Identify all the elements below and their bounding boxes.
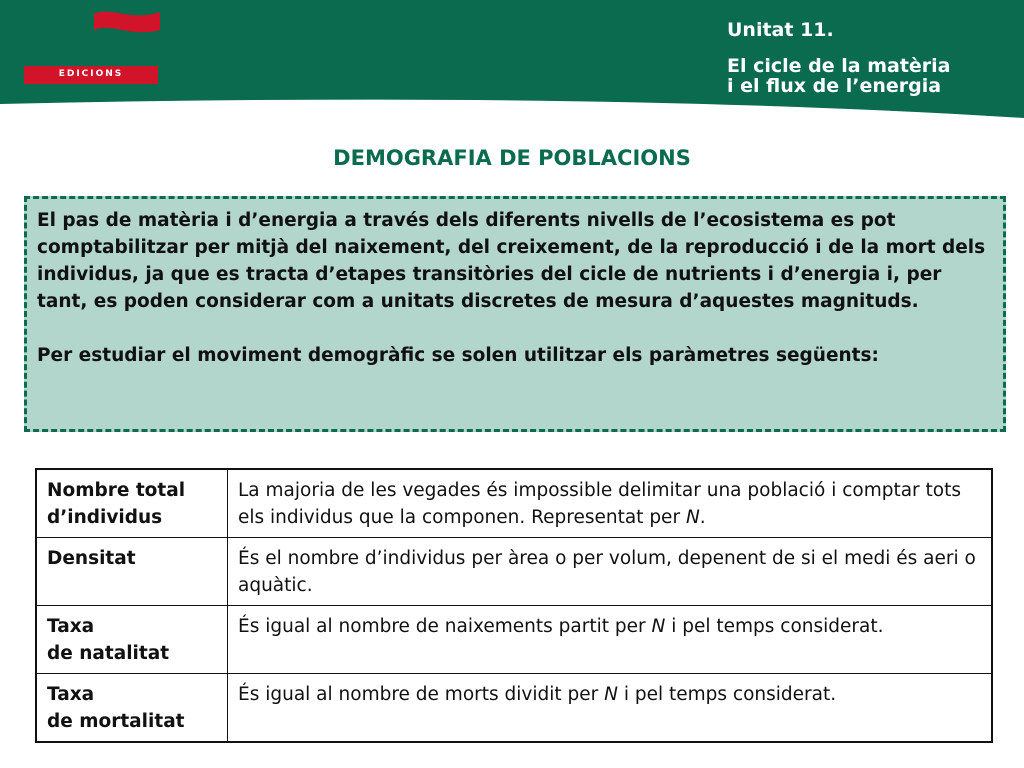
description-text: És el nombre d’individus per àrea o per volum, depenent de si el medi és aeri o aquàtic. [238, 548, 976, 596]
description-text: La majoria de les vegades és impossible delimitar una població i comptar tots els individus que la componen. Representat per [238, 480, 962, 528]
description-text: És igual al nombre de naixements partit per [238, 616, 652, 637]
variable-n: N [604, 684, 618, 705]
term-line: d’individus [47, 507, 163, 528]
table-row [36, 538, 992, 606]
table-row [36, 674, 992, 743]
variable-n: N [685, 507, 700, 528]
unit-number: Unitat 11. [727, 19, 834, 41]
logo-subtitle: EDICIONS [58, 69, 124, 79]
info-paragraph: El pas de matèria i d’energia a través dels diferents nivells de l’ecosistema es pot comptabilitzar per mitjà del naixement, del creixement, de la reproducció i de la mort dels individus, ja que es tracta d’etapes transitòries del cicle de nutrients i d’energia i, per tant, es poden considerar com a unitats discretes de mesura d’aquestes magnituds. [37, 210, 986, 312]
description-text: És igual al nombre de morts dividit per [238, 684, 605, 705]
term-cell [36, 674, 228, 743]
page-title: DEMOGRAFIA DE POBLACIONS [333, 146, 691, 170]
unit-subtitle [727, 56, 951, 96]
term-line: Nombre total [47, 480, 186, 501]
unit-subtitle-line: i el flux de l’energia [727, 75, 942, 97]
description-cell [228, 538, 993, 606]
logo-band [24, 66, 158, 84]
description-cell [228, 606, 993, 674]
unit-subtitle-line: El cicle de la matèria [727, 55, 951, 77]
term-cell [36, 469, 228, 538]
description-text: i pel temps considerat. [617, 684, 837, 705]
variable-n: N [651, 616, 666, 637]
term-cell [36, 538, 228, 606]
term-line: Taxa [47, 684, 95, 705]
publisher-logo [22, 10, 187, 80]
info-paragraph: Per estudiar el moviment demogràfic se solen utilitzar els paràmetres següents: [37, 345, 879, 366]
info-box [24, 196, 1006, 432]
parameters-table [35, 468, 993, 743]
table-row [36, 606, 992, 674]
flag-icon [94, 8, 164, 34]
term-line: de mortalitat [47, 711, 185, 732]
description-cell [228, 469, 993, 538]
description-text: . [699, 507, 706, 528]
term-line: Taxa [47, 616, 95, 637]
table-row [36, 469, 992, 538]
header-band [0, 0, 1024, 118]
term-line: Densitat [47, 548, 136, 569]
logo-wordmark: Castellnou [24, 32, 187, 66]
term-line: de natalitat [47, 643, 170, 664]
term-cell [36, 606, 228, 674]
description-cell [228, 674, 993, 743]
description-text: i pel temps considerat. [665, 616, 884, 637]
